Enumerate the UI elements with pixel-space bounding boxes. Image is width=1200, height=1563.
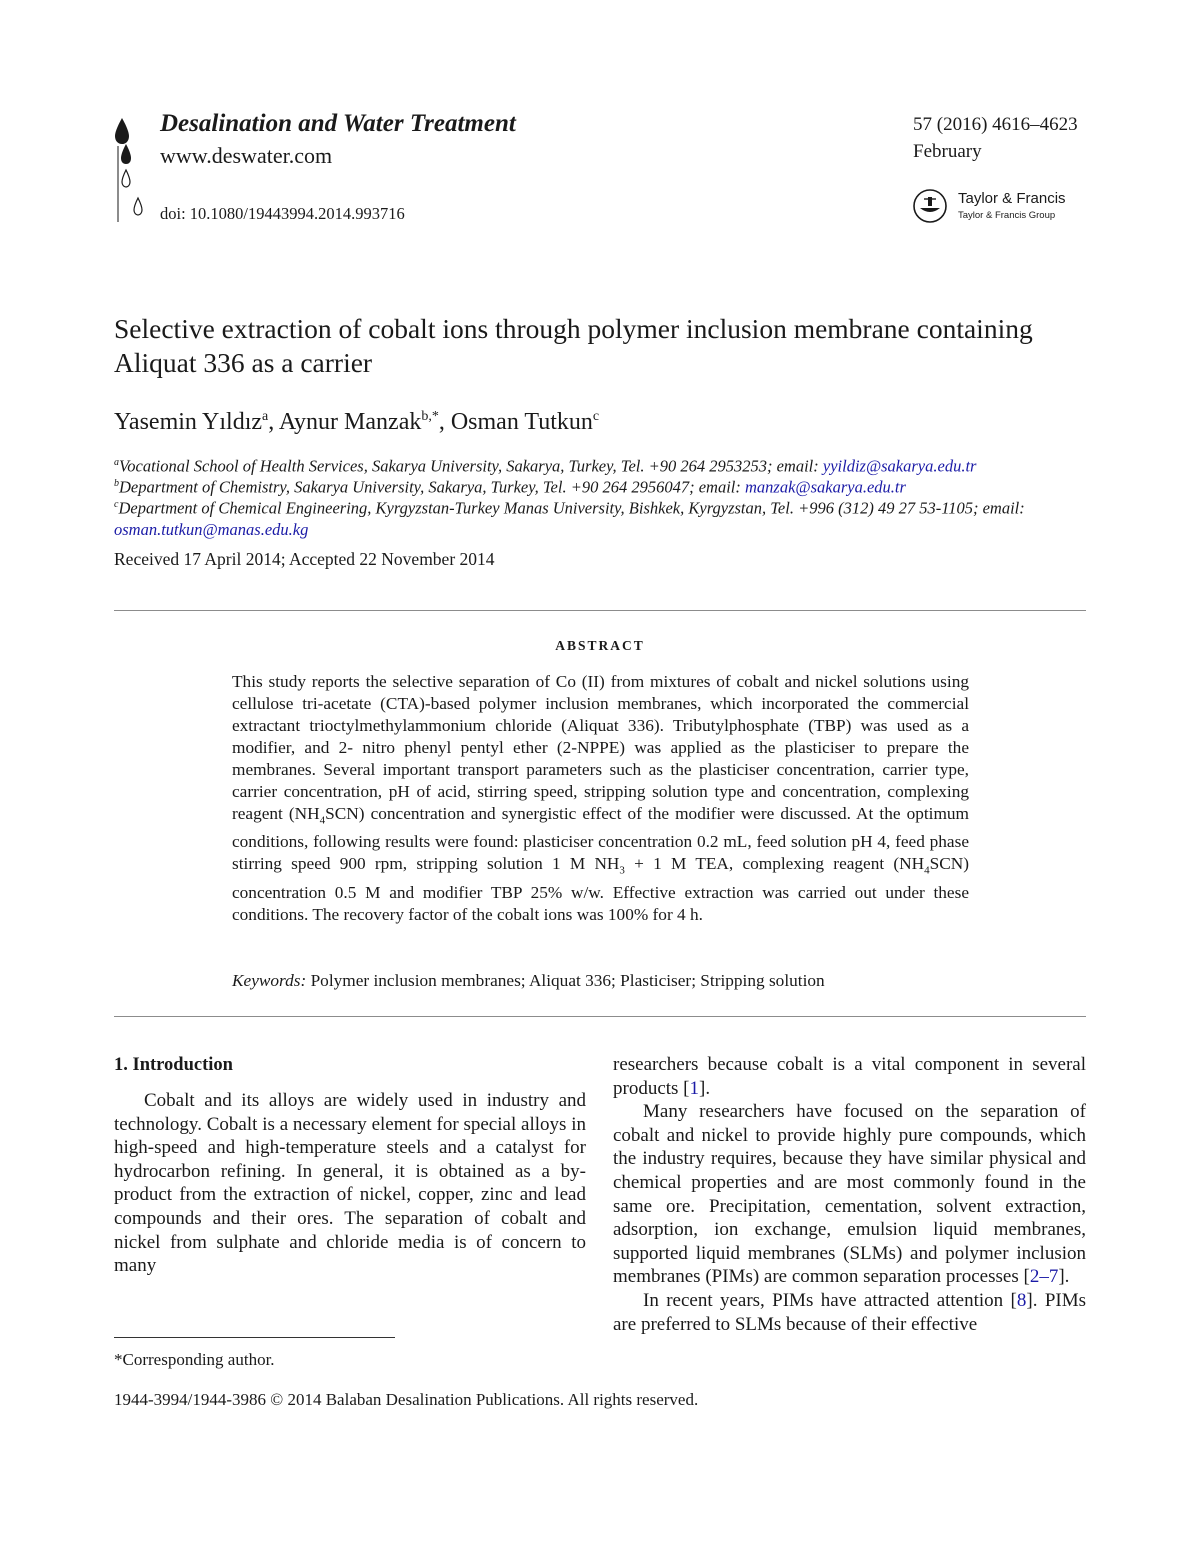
publisher-name: Taylor & Francis [958,190,1066,207]
affiliation-email-link[interactable]: manzak@sakarya.edu.tr [745,477,906,497]
abstract-text: + 1 M TEA, complexing reagent (NH [624,854,925,874]
paragraph-text: ]. [699,1077,711,1099]
affiliation-c [114,494,1089,540]
author-affiliation-mark: b,* [421,409,439,424]
doi[interactable]: doi: 10.1080/19443994.2014.993716 [160,204,405,223]
affiliation-text: Vocational School of Health Services, Sakarya University, Sakarya, Turkey, Tel. +90 264 2953253; email: [119,456,823,476]
journal-url[interactable]: www.deswater.com [160,143,333,168]
citation-link[interactable]: 1 [689,1077,700,1099]
author-separator: , [268,409,279,435]
paragraph [613,1053,1086,1100]
paper-title: Selective extraction of cobalt ions through polymer inclusion membrane containing Aliquat 336 as a carrier [114,313,1033,378]
keywords [232,971,972,991]
author-list [114,409,599,436]
body-column-right [613,1053,1086,1336]
affiliation-mark: c [114,499,119,510]
received-dates: Received 17 April 2014; Accepted 22 November 2014 [114,549,495,569]
author-affiliation-mark: c [592,409,600,424]
keywords-list: Polymer inclusion membranes; Aliquat 336; Plasticiser; Stripping solution [306,971,825,990]
author-separator: , [438,409,451,435]
abstract-heading: ABSTRACT [555,638,645,653]
paragraph-text: In recent years, PIMs have attracted attention [ [643,1289,1017,1311]
keywords-label: Keywords: [232,971,307,990]
paragraph-text: ]. PIMs are preferred to SLMs because of their effective [613,1289,1086,1335]
affiliation-email-link[interactable]: yyildiz@sakarya.edu.tr [822,456,977,476]
volume-pages: 57 (2016) 4616–4623 [913,114,1078,135]
affiliation-mark: a [114,457,119,468]
paragraph [613,1100,1086,1289]
divider [114,1016,1086,1017]
affiliation-mark: b [114,478,119,489]
corresponding-author-footnote: *Corresponding author. [114,1350,275,1369]
subscript: 4 [319,814,326,827]
paragraph-text: ]. [1058,1266,1070,1288]
abstract-text: This study reports the selective separation of Co (II) from mixtures of cobalt and nickel solutions using cellulose tri-acetate (CTA)-based polymer inclusion membranes, which incorporated the commercial extractant trioctylmethylammonium chloride (Aliquat 336). Tributylphosphate (TBP) was used as a modifier, and 2- nitro phenyl pentyl ether (2-NPPE) was applied as the plasticiser to prepare the membranes. Several important transport parameters such as the plasticiser concentration, carrier type, carrier concentration, pH of acid, stirring speed, stripping solution type and concentration, complexing reagent (NH [232,672,969,823]
copyright-line: 1944-3994/1944-3986 © 2014 Balaban Desalination Publications. All rights reserved. [114,1390,699,1409]
abstract-body [232,671,969,926]
journal-drops-logo [112,118,152,222]
affiliation-text: Department of Chemical Engineering, Kyrgyzstan-Turkey Manas University, Bishkek, Kyrgyzstan, Tel. +996 (312) 49 27 53-1105; email: [118,498,1025,518]
paragraph-text: Many researchers have focused on the separation of cobalt and nickel to provide highly pure compounds, which the industry requires, because they have similar physical and chemical properties and are most commonly found in the same ore. Precipitation, cementation, solvent extraction, adsorption, ion exchange, emulsion liquid membranes, supported liquid membranes (SLMs) and polymer inclusion membranes (PIMs) are common separation processes [ [613,1101,1086,1288]
divider [114,610,1086,611]
abstract-text: SCN) concentration 0.5 M and modifier TBP 25% w/w. Effective extraction was carried out under these conditions. The recovery factor of the cobalt ions was 100% for 4 h. [232,854,969,924]
affiliation-text: Department of Chemistry, Sakarya University, Sakarya, Turkey, Tel. +90 264 2956047; email: [119,477,746,497]
issue-month: February [913,141,982,162]
author-name: Yasemin Yıldız [114,409,263,435]
citation-link[interactable]: 8 [1016,1289,1027,1311]
paragraph-text: researchers because cobalt is a vital component in several products [ [613,1054,1086,1099]
section-heading: 1. Introduction [114,1055,233,1075]
abstract-text: SCN) concentration and synergistic effect of the modifier were discussed. At the optimum conditions, following results were found: plasticiser concentration 0.2 mL, feed solution pH 4, feed phase stirring speed 900 rpm, stripping solution 1 M NH [232,804,969,874]
author-affiliation-mark: a [262,409,269,424]
affiliation-email-link[interactable]: osman.tutkun@manas.edu.kg [114,519,309,539]
subscript: 4 [924,864,930,877]
citation-link[interactable]: 2–7 [1029,1266,1059,1288]
subscript: 3 [619,864,625,877]
footnote-divider [114,1337,395,1338]
author-name: Osman Tutkun [450,409,593,435]
publisher-group: Taylor & Francis Group [958,210,1056,221]
paragraph [613,1289,1086,1336]
author-name: Aynur Manzak [278,409,422,435]
body-column-left: Cobalt and its alloys are widely used in industry and technology. Cobalt is a necessary element for special alloys in high-speed and high-temperature steels and a catalyst for hydrocarbon refining. In general, it is obtained as a by-product from the extraction of nickel, copper, zinc and lead compounds and their ores. The separation of cobalt and nickel from sulphate and chloride media is of concern to many [114,1090,586,1277]
journal-title: Desalination and Water Treatment [160,110,516,137]
